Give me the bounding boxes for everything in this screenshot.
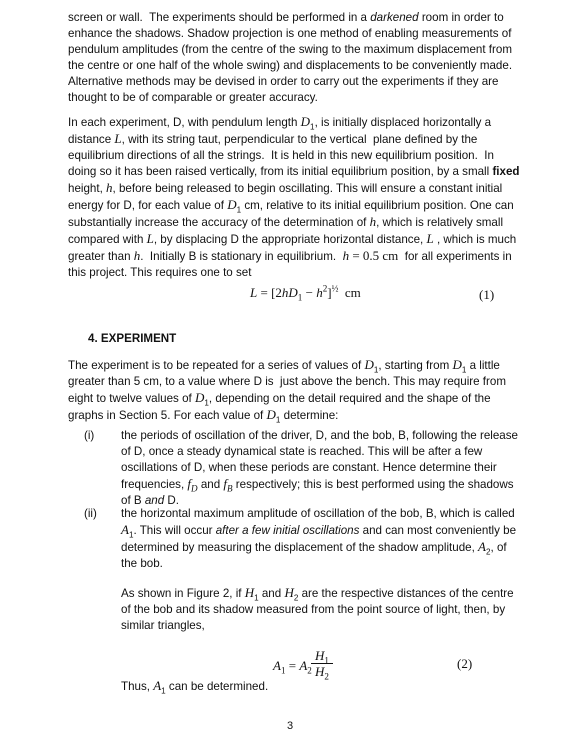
document-page: screen or wall. The experiments should be performed in a darkened room in order to enhance the shadows. Shadow projection is one method of enabling measurements of pendulum amplitudes (from the centre of the swing to the maximum displacement from the centre or one half of the whole swing) and displacements to be conveniently made. Alternative methods may be devised in order to carry out the experiments if they are thought to be of comparable or greater accuracy. In each experiment, D, with pendulum length $D_1$, is initially displaced horizontally a distance L, with its string taut, perpendicular to the vertical plane defined by the equilibrium directions of all the strings. It is held in this new equilibrium position. In doing so it has been raised vertically, from its initial equilibrium position, by a small fixed height, h, before being released to begin oscillating. This will ensure a constant initial energy for D, for each value of $D_1$ cm, relative to its initial equilibrium position. One can substantially increase the accuracy of the determination of h, which is relatively small compared with L, by displacing D the appropriate horizontal distance, L , which is much greater than h. Initially B is stationary in equilibrium. h = 0.5 cm for all experiments in this project. This requires one to set $L = [2hD_1 - h^2]^{\frac{1}{2}}$ cm (1) 4. EXPERIMENT The experiment is to be repeated for a series of values of $D_1$, starting from $D_1$ a little greater than 5 cm, to a value where D is just above the bench. This may require from eight to twelve values of $D_1$, depending on the detail required and the shape of the graphs in Section 5. For each value of $D_1$ determine: (i) the periods of oscillation of the driver, D, and the bob, B, following the release of D, once a steady dynamical state is reached. This will be after a few oscillations of D, when these periods are constant. Hence determine their frequencies, $f_D$ and $f_B$ respectively; this is best performed using the shadows of B and D. (ii) the horizontal maximum amplitude of oscillation of the bob, B, which is called $A_1$. This will occur after a few initial oscillations and can most conveniently be determined by measuring the displacement of the shadow amplitude, $A_2$, of the bob. As shown in Figure 2, if $H_1$ and $H_2$ are the respective distances of the centre of the bob and its shadow measured from the point source of light, then, by similar triangles, $A_1 = A_2$ $H_1$ $H_2$ (2) Thus, $A_1$ can be determined. 3 — [0, 0, 588, 751]
equation-1: $L = [2hD_1 - h^2]^{\frac{1}{2}}$ cm — [250, 283, 361, 303]
list-item-label: (i) — [84, 429, 95, 442]
paragraph-shadow-projection: screen or wall. The experiments should be performed in a darkened room in order to enhance the shadows. Shadow projection is one method of enabling measurements of pendulum amplitudes (from the centre of the swing to the maximum displacement from the centre or one half of the whole swing) and displacements to be conveniently made. Alternative methods may be devised in order to carry out the experiments if they are thought to be of comparable or greater accuracy. — [68, 11, 513, 104]
page-number: 3 — [287, 720, 294, 732]
paragraph-similar-triangles: As shown in Figure 2, if $H_1$ and $H_2$ are the respective distances of the centre of the bob and its shadow measured from the point source of light, then, by similar triangles, — [121, 585, 514, 632]
paragraph-initial-displacement: In each experiment, D, with pendulum length $D_1$, is initially displaced horizontally a distance L, with its string taut, perpendicular to the vertical plane defined by the equilibrium directions of all the strings. It is held in this new equilibrium position. In doing so it has been raised vertically, from its initial equilibrium position, by a small fixed height, h, before being released to begin oscillating. This will ensure a constant initial energy for D, for each value of $D_1$ cm, relative to its initial equilibrium position. One can substantially increase the accuracy of the determination of h, which is relatively small compared with L, by displacing D the appropriate horizontal distance, L , which is much greater than h. Initially B is stationary in equilibrium. h = 0.5 cm for all experiments in this project. This requires one to set — [68, 114, 520, 279]
section-heading: 4. EXPERIMENT — [88, 332, 177, 345]
equation-1-number: (1) — [479, 287, 495, 302]
list-item-body: the periods of oscillation of the driver, D, and the bob, B, following the release of D, once a steady dynamical state is reached. This will be after a few oscillations of D, when these periods are constant. Hence determine their frequencies, $f_D$ and $f_B$ respectively; this is best performed using the shadows of B and D. — [121, 429, 519, 507]
list-item-body: the horizontal maximum amplitude of oscillation of the bob, B, which is called $A_1$. This will occur after a few initial oscillations and can most conveniently be determined by measuring the displacement of the shadow amplitude, $A_2$, of the bob. — [121, 507, 517, 570]
paragraph-experiment-series: The experiment is to be repeated for a series of values of $D_1$, starting from $D_1$ a little greater than 5 cm, to a value where D is just above the bench. This may require from eight to twelve values of $D_1$, depending on the detail required and the shape of the graphs in Section 5. For each value of $D_1$ determine: — [68, 357, 506, 425]
list-item-label: (ii) — [84, 507, 97, 520]
equation-2-number: (2) — [457, 656, 473, 671]
paragraph-conclusion: Thus, $A_1$ can be determined. — [121, 678, 269, 696]
